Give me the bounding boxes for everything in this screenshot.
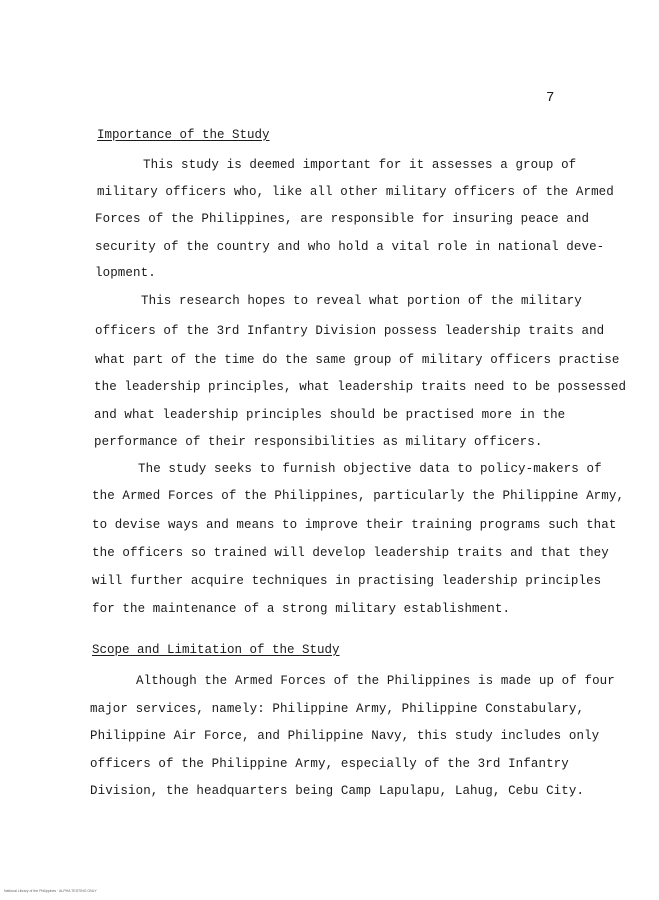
paragraph-line: to devise ways and means to improve their training programs such that bbox=[92, 518, 617, 532]
paragraph-line: This study is deemed important for it assesses a group of bbox=[143, 158, 577, 172]
page-number: 7 bbox=[546, 90, 555, 106]
paragraph-line: the leadership principles, what leadership traits need to be possessed bbox=[94, 380, 627, 394]
footer-watermark: National Library of the Philippines · ALPHA TESTING ONLY bbox=[4, 889, 97, 893]
paragraph-line: The study seeks to furnish objective data to policy-makers of bbox=[138, 462, 602, 476]
paragraph-line: will further acquire techniques in practising leadership principles bbox=[92, 574, 602, 588]
paragraph-line: the Armed Forces of the Philippines, particularly the Philippine Army, bbox=[92, 489, 625, 503]
section-heading-importance: Importance of the Study bbox=[97, 128, 270, 142]
paragraph-line: lopment. bbox=[95, 266, 156, 280]
paragraph-line: the officers so trained will develop leadership traits and that they bbox=[92, 546, 609, 560]
paragraph-line: military officers who, like all other military officers of the Armed bbox=[97, 185, 614, 199]
paragraph-line: This research hopes to reveal what portion of the military bbox=[141, 294, 582, 308]
paragraph-line: officers of the Philippine Army, especially of the 3rd Infantry bbox=[90, 757, 569, 771]
paragraph-line: Philippine Air Force, and Philippine Navy, this study includes only bbox=[90, 729, 600, 743]
paragraph-line: Forces of the Philippines, are responsible for insuring peace and bbox=[95, 212, 590, 226]
paragraph-line: major services, namely: Philippine Army, Philippine Constabulary, bbox=[90, 702, 585, 716]
section-heading-scope: Scope and Limitation of the Study bbox=[92, 643, 340, 657]
paragraph-line: for the maintenance of a strong military establishment. bbox=[92, 602, 511, 616]
paragraph-line: Although the Armed Forces of the Philippines is made up of four bbox=[136, 674, 615, 688]
paragraph-line: security of the country and who hold a vital role in national deve- bbox=[95, 240, 605, 254]
paragraph-line: what part of the time do the same group of military officers practise bbox=[95, 353, 620, 367]
paragraph-line: officers of the 3rd Infantry Division possess leadership traits and bbox=[95, 324, 605, 338]
paragraph-line: and what leadership principles should be practised more in the bbox=[94, 408, 566, 422]
paragraph-line: performance of their responsibilities as military officers. bbox=[94, 435, 543, 449]
paragraph-line: Division, the headquarters being Camp Lapulapu, Lahug, Cebu City. bbox=[90, 784, 585, 798]
